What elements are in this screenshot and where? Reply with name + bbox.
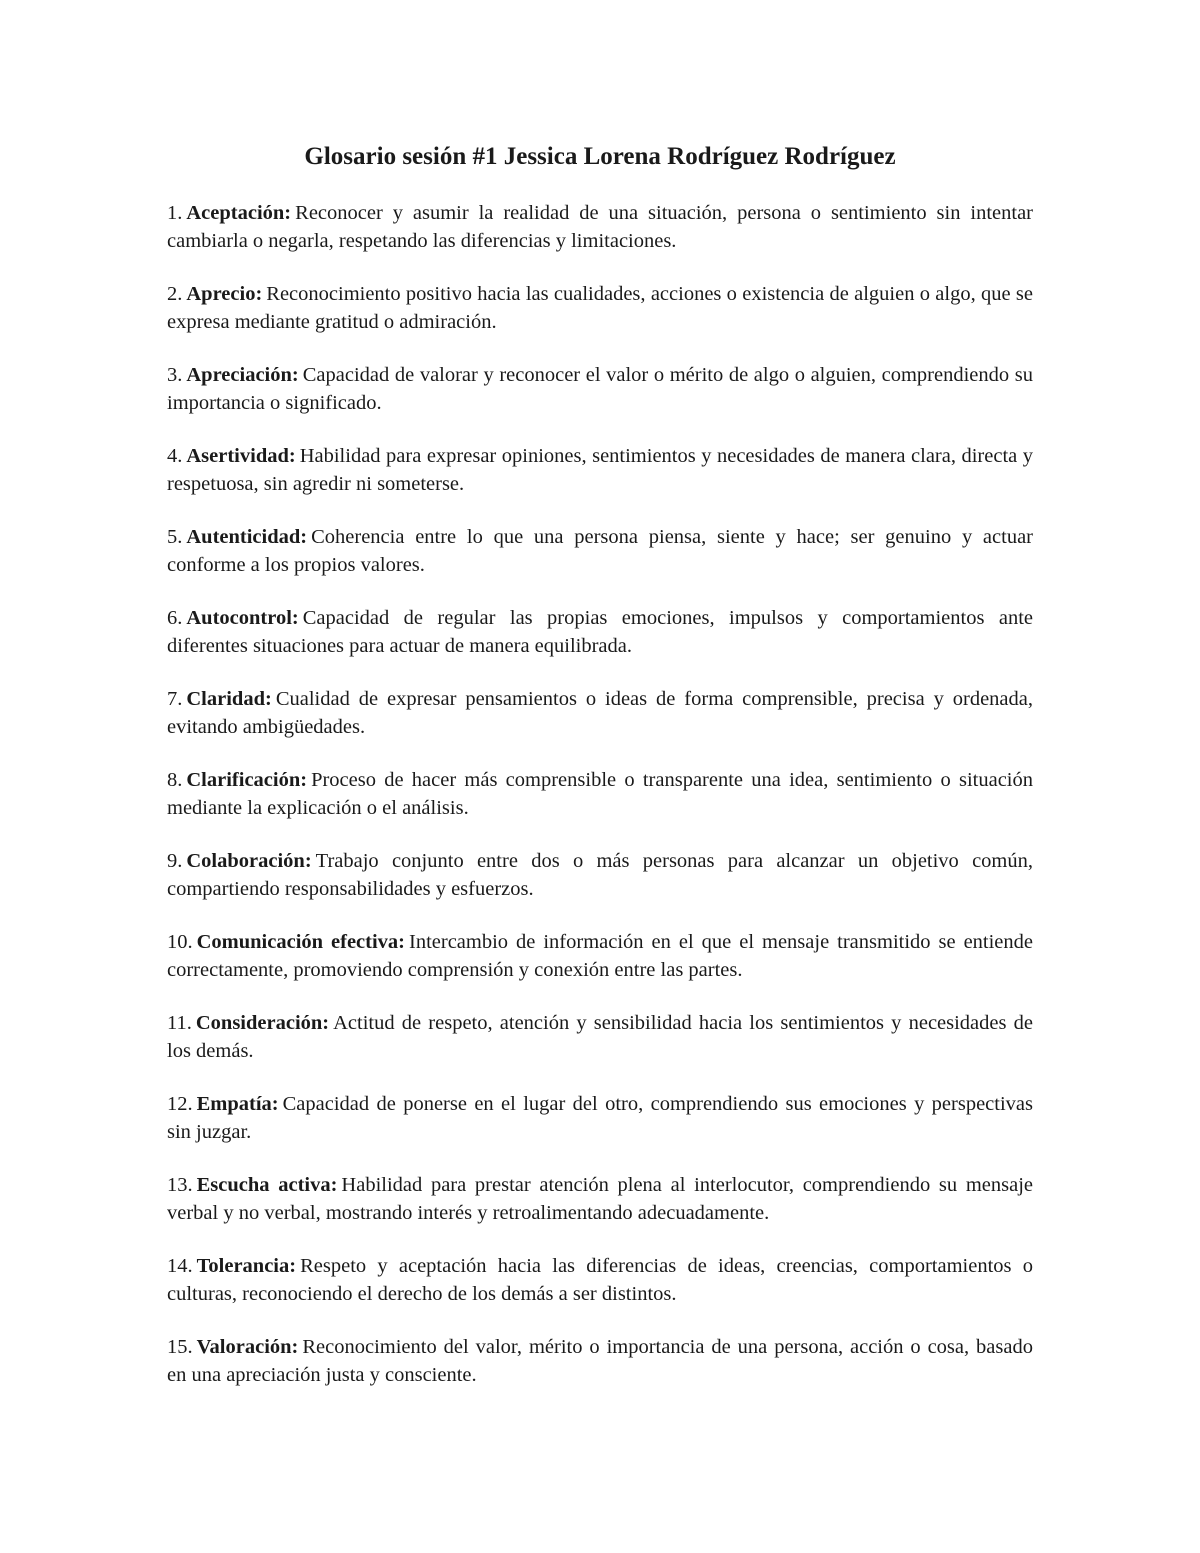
entry-definition: Actitud de respeto, atención y sensibilidad hacia los sentimientos y necesidades de los demás. [167,1012,1033,1062]
entry-number: 3. [167,364,183,386]
entry-number: 4. [167,445,183,467]
entry-definition: Coherencia entre lo que una persona piensa, siente y hace; ser genuino y actuar conforme a los propios valores. [167,526,1033,576]
entry-number: 13. [167,1174,193,1196]
glossary-entry [167,1253,1033,1308]
entry-number: 12. [167,1093,193,1115]
glossary-entry [167,1010,1033,1065]
entry-definition: Trabajo conjunto entre dos o más personas para alcanzar un objetivo común, compartiendo responsabilidades y esfuerzos. [167,850,1033,900]
entry-definition: Reconocimiento del valor, mérito o importancia de una persona, acción o cosa, basado en una apreciación justa y consciente. [167,1336,1033,1386]
entry-term: Colaboración: [186,850,312,872]
entry-number: 1. [167,202,183,224]
glossary-entry [167,1091,1033,1146]
glossary-entry [167,848,1033,903]
glossary-entry [167,686,1033,741]
entry-term: Aprecio: [186,283,263,305]
entry-number: 8. [167,769,183,791]
glossary-entry [167,443,1033,498]
entry-definition: Cualidad de expresar pensamientos o ideas de forma comprensible, precisa y ordenada, evitando ambigüedades. [167,688,1033,738]
glossary-entry [167,362,1033,417]
entry-number: 14. [167,1255,193,1277]
document-title: Glosario sesión #1 Jessica Lorena Rodríguez Rodríguez [304,143,896,170]
entry-term: Asertividad: [186,445,296,467]
entry-term: Empatía: [196,1093,279,1115]
glossary-entry [167,1334,1033,1389]
glossary-entry [167,200,1033,255]
glossary-entry [167,1172,1033,1227]
entry-term: Aceptación: [186,202,292,224]
entry-term: Comunicación efectiva: [196,931,406,953]
entry-definition: Habilidad para prestar atención plena al interlocutor, comprendiendo su mensaje verbal y no verbal, mostrando interés y retroalimentando adecuadamente. [167,1174,1033,1224]
glossary-entry [167,281,1033,336]
entry-term: Autocontrol: [186,607,299,629]
entry-term: Valoración: [196,1336,299,1358]
glossary-entry [167,767,1033,822]
entry-definition: Habilidad para expresar opiniones, sentimientos y necesidades de manera clara, directa y respetuosa, sin agredir ni someterse. [167,445,1033,495]
entry-number: 9. [167,850,183,872]
entry-term: Claridad: [186,688,272,710]
entry-definition: Proceso de hacer más comprensible o transparente una idea, sentimiento o situación mediante la explicación o el análisis. [167,769,1033,819]
entry-term: Apreciación: [186,364,299,386]
entry-definition: Respeto y aceptación hacia las diferencias de ideas, creencias, comportamientos o culturas, reconociendo el derecho de los demás a ser distintos. [167,1255,1033,1305]
entry-number: 15. [167,1336,193,1358]
entry-term: Clarificación: [186,769,308,791]
entry-definition: Intercambio de información en el que el mensaje transmitido se entiende correctamente, promoviendo comprensión y conexión entre las partes. [167,931,1034,981]
entry-definition: Capacidad de ponerse en el lugar del otro, comprendiendo sus emociones y perspectivas sin juzgar. [167,1093,1033,1143]
entry-number: 5. [167,526,183,548]
entry-term: Tolerancia: [196,1255,297,1277]
entry-number: 7. [167,688,183,710]
document-page [167,140,1033,1415]
glossary-list [167,200,1033,1389]
entry-term: Autenticidad: [186,526,308,548]
entry-number: 2. [167,283,183,305]
glossary-entry [167,524,1033,579]
entry-definition: Reconocimiento positivo hacia las cualidades, acciones o existencia de alguien o algo, que se expresa mediante gratitud o admiración. [167,283,1033,333]
entry-number: 6. [167,607,183,629]
entry-number: 11. [167,1012,192,1034]
glossary-entry [167,929,1033,984]
entry-number: 10. [167,931,193,953]
entry-definition: Reconocer y asumir la realidad de una situación, persona o sentimiento sin intentar cambiarla o negarla, respetando las diferencias y limitaciones. [167,202,1033,252]
entry-term: Escucha activa: [196,1174,338,1196]
entry-definition: Capacidad de regular las propias emociones, impulsos y comportamientos ante diferentes situaciones para actuar de manera equilibrada. [167,607,1033,657]
glossary-entry [167,605,1033,660]
entry-definition: Capacidad de valorar y reconocer el valor o mérito de algo o alguien, comprendiendo su importancia o significado. [167,364,1033,414]
entry-term: Consideración: [195,1012,330,1034]
